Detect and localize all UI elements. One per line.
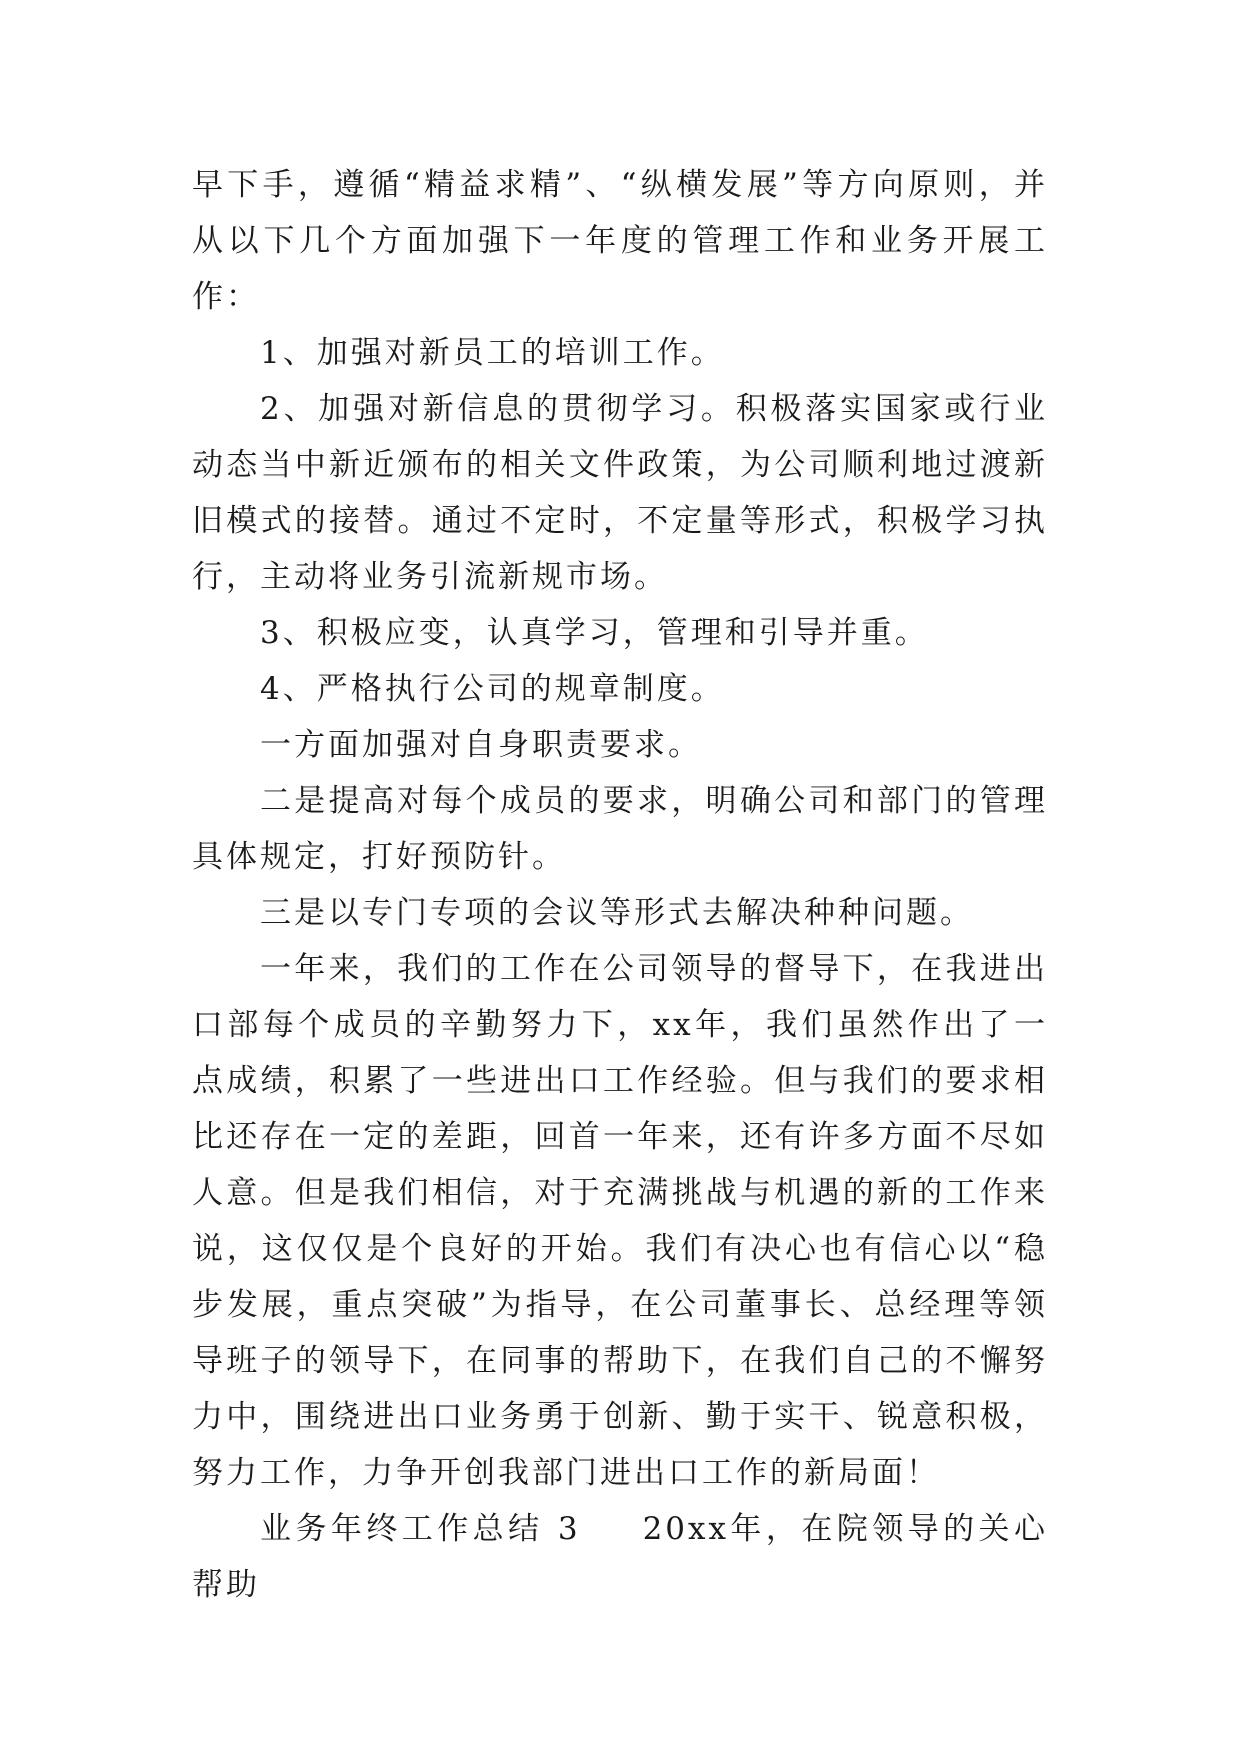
- document-body: [192, 157, 1048, 1613]
- paragraph-next-section: [192, 1501, 1048, 1613]
- paragraph-item-1: 1、加强对新员工的培训工作。: [260, 335, 725, 371]
- paragraph-third-aspect: 三是以专门专项的会议等形式去解决种种问题。: [260, 895, 974, 931]
- paragraph-summary: 一年来，我们的工作在公司领导的督导下，在我进出口部每个成员的辛勤努力下，xx年，我们虽然作出了一点成绩，积累了一些进出口工作经验。但与我们的要求相比还存在一定的差距，回首一年来，还有许多方面不尽如人意。但是我们相信，对于充满挑战与机遇的新的工作来说，这仅仅是个良好的开始。我们有决心也有信心以“稳步发展，重点突破”为指导，在公司董事长、总经理等领导班子的领导下，在同事的帮助下，在我们自己的不懈努力中，围绕进出口业务勇于创新、勤于实干、锐意积极，努力工作，力争开创我部门进出口工作的新局面！: [192, 951, 1048, 1491]
- paragraph-item-2: 2、加强对新信息的贯彻学习。积极落实国家或行业动态当中新近颁布的相关文件政策，为公司顺利地过渡新旧模式的接替。通过不定时，不定量等形式，积极学习执行，主动将业务引流新规市场。: [192, 391, 1048, 595]
- section-title: 业务年终工作总结 3: [260, 1511, 581, 1547]
- paragraph-item-4: 4、严格执行公司的规章制度。: [260, 671, 725, 707]
- paragraph-second-aspect: 二是提高对每个成员的要求，明确公司和部门的管理具体规定，打好预防针。: [192, 783, 1048, 875]
- section-opening-text: 20xx年，在院领导的关心帮助: [192, 1511, 1048, 1603]
- paragraph-item-3: 3、积极应变，认真学习，管理和引导并重。: [260, 615, 929, 651]
- paragraph-continued: 早下手，遵循“精益求精”、“纵横发展”等方向原则，并从以下几个方面加强下一年度的管理工作和业务开展工作：: [192, 167, 1048, 315]
- paragraph-first-aspect: 一方面加强对自身职责要求。: [260, 727, 702, 763]
